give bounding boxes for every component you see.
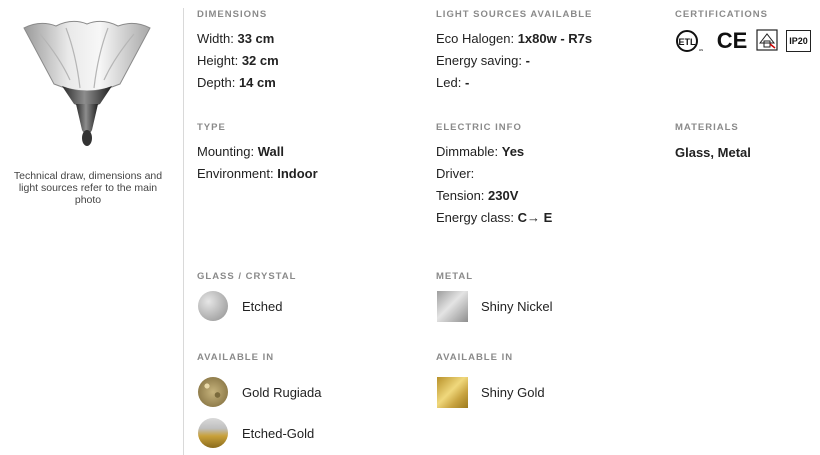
- materials-heading: MATERIALS: [675, 122, 739, 133]
- electric-dimmable: Dimmable: Yes: [436, 144, 525, 159]
- type-mounting: Mounting: Wall: [197, 144, 284, 159]
- finish-shiny-gold-label: Shiny Gold: [481, 385, 545, 400]
- electric-energy-class: Energy class: C→ E: [436, 210, 553, 225]
- finish-etched-label: Etched: [242, 299, 283, 314]
- swatch-etched-gold[interactable]: [198, 418, 228, 448]
- type-heading: TYPE: [197, 122, 226, 133]
- light-led: Led: -: [436, 75, 470, 90]
- svg-text:ETL: ETL: [678, 37, 696, 47]
- metal-heading: METAL: [436, 271, 474, 282]
- swatch-etched[interactable]: [198, 291, 228, 321]
- electric-tension: Tension: 230V: [436, 188, 519, 203]
- glass-heading: GLASS / CRYSTAL: [197, 271, 297, 282]
- swatch-gold-rugiada[interactable]: [198, 377, 228, 407]
- column-divider: [183, 8, 184, 455]
- certifications-heading: CERTIFICATIONS: [675, 9, 768, 20]
- ce-mark-icon: CE: [716, 28, 748, 53]
- type-environment: Environment: Indoor: [197, 166, 318, 181]
- finish-shiny-nickel-label: Shiny Nickel: [481, 299, 553, 314]
- available-glass-heading: AVAILABLE IN: [197, 352, 275, 363]
- product-photo: [20, 18, 154, 150]
- class-ii-icon: [756, 29, 778, 51]
- electric-driver: Driver:: [436, 166, 475, 181]
- finish-etched-gold-label: Etched-Gold: [242, 426, 315, 441]
- photo-caption: Technical draw, dimensions and light sources refer to the main photo: [13, 170, 163, 206]
- materials-value: Glass, Metal: [675, 145, 751, 160]
- electric-heading: ELECTRIC INFO: [436, 122, 522, 133]
- dimension-depth: Depth: 14 cm: [197, 75, 276, 90]
- dimension-height: Height: 32 cm: [197, 53, 279, 68]
- dimensions-heading: DIMENSIONS: [197, 9, 268, 20]
- svg-text:us: us: [698, 47, 704, 52]
- dimension-width: Width: 33 cm: [197, 31, 275, 46]
- etl-listed-icon: [675, 29, 705, 53]
- light-eco-halogen: Eco Halogen: 1x80w - R7s: [436, 31, 593, 46]
- light-sources-heading: LIGHT SOURCES AVAILABLE: [436, 9, 593, 20]
- available-metal-heading: AVAILABLE IN: [436, 352, 514, 363]
- swatch-shiny-gold[interactable]: [437, 377, 468, 408]
- light-energy-saving: Energy saving: -: [436, 53, 530, 68]
- finish-gold-rugiada-label: Gold Rugiada: [242, 385, 322, 400]
- ip20-icon: IP20: [786, 30, 811, 52]
- swatch-shiny-nickel[interactable]: [437, 291, 468, 322]
